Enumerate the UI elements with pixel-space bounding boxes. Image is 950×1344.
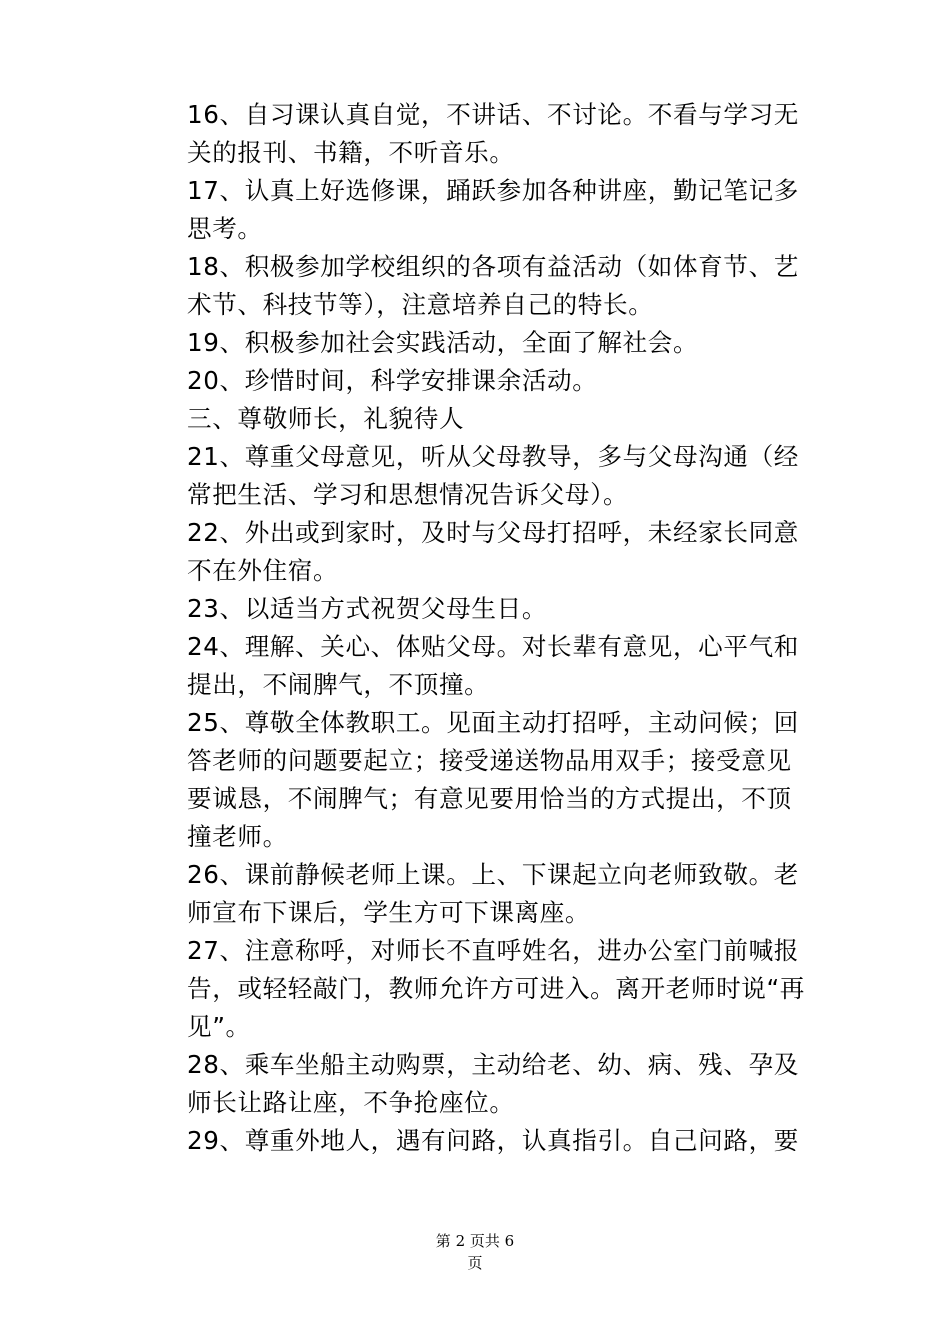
text-line: 29、尊重外地人，遇有问路，认真指引。自己问路，要	[187, 1126, 799, 1155]
text-line: 19、积极参加社会实践活动，全面了解社会。	[187, 328, 699, 357]
page-number-line-2: 页	[467, 1254, 483, 1272]
text-line: 不在外住宿。	[187, 556, 339, 585]
text-line: 20、珍惜时间，科学安排课余活动。	[187, 366, 598, 395]
text-line: 22、外出或到家时，及时与父母打招呼，未经家长同意	[187, 518, 799, 547]
text-line: 21、尊重父母意见，听从父母教导，多与父母沟通（经	[187, 442, 799, 471]
text-line: 17、认真上好选修课，踊跃参加各种讲座，勤记笔记多	[187, 176, 799, 205]
page-footer	[400, 1230, 550, 1274]
text-line: 常把生活、学习和思想情况告诉父母）。	[187, 480, 629, 509]
text-line: 24、理解、关心、体贴父母。对长辈有意见，心平气和	[187, 632, 799, 661]
text-line: 要诚恳，不闹脾气；有意见要用恰当的方式提出，不顶	[187, 784, 792, 813]
text-line: 思考。	[187, 214, 263, 243]
text-line: 27、注意称呼，对师长不直呼姓名，进办公室门前喊报	[187, 936, 799, 965]
text-line: 师长让路让座，不争抢座位。	[187, 1088, 515, 1117]
text-line: 见”。	[187, 1012, 251, 1041]
section-heading: 三、尊敬师长，礼貌待人	[187, 404, 465, 433]
text-line: 提出，不闹脾气，不顶撞。	[187, 670, 490, 699]
text-line: 答老师的问题要起立；接受递送物品用双手；接受意见	[187, 746, 792, 775]
text-line: 撞老师。	[187, 822, 288, 851]
text-line: 23、以适当方式祝贺父母生日。	[187, 594, 548, 623]
text-line: 告，或轻轻敲门，教师允许方可进入。离开老师时说“再	[187, 974, 805, 1003]
text-line: 术节、科技节等），注意培养自己的特长。	[187, 290, 654, 319]
page-number-line-1: 第 2 页共 6	[435, 1232, 515, 1250]
text-line: 28、乘车坐船主动购票，主动给老、幼、病、残、孕及	[187, 1050, 799, 1079]
text-line: 25、尊敬全体教职工。见面主动打招呼，主动问候；回	[187, 708, 799, 737]
text-line: 16、自习课认真自觉，不讲话、不讨论。不看与学习无	[187, 100, 799, 129]
text-line: 26、课前静候老师上课。上、下课起立向老师致敬。老	[187, 860, 799, 889]
text-line: 师宣布下课后，学生方可下课离座。	[187, 898, 591, 927]
document-body	[187, 96, 817, 1160]
text-line: 18、积极参加学校组织的各项有益活动（如体育节、艺	[187, 252, 799, 281]
text-line: 关的报刊、书籍，不听音乐。	[187, 138, 515, 167]
